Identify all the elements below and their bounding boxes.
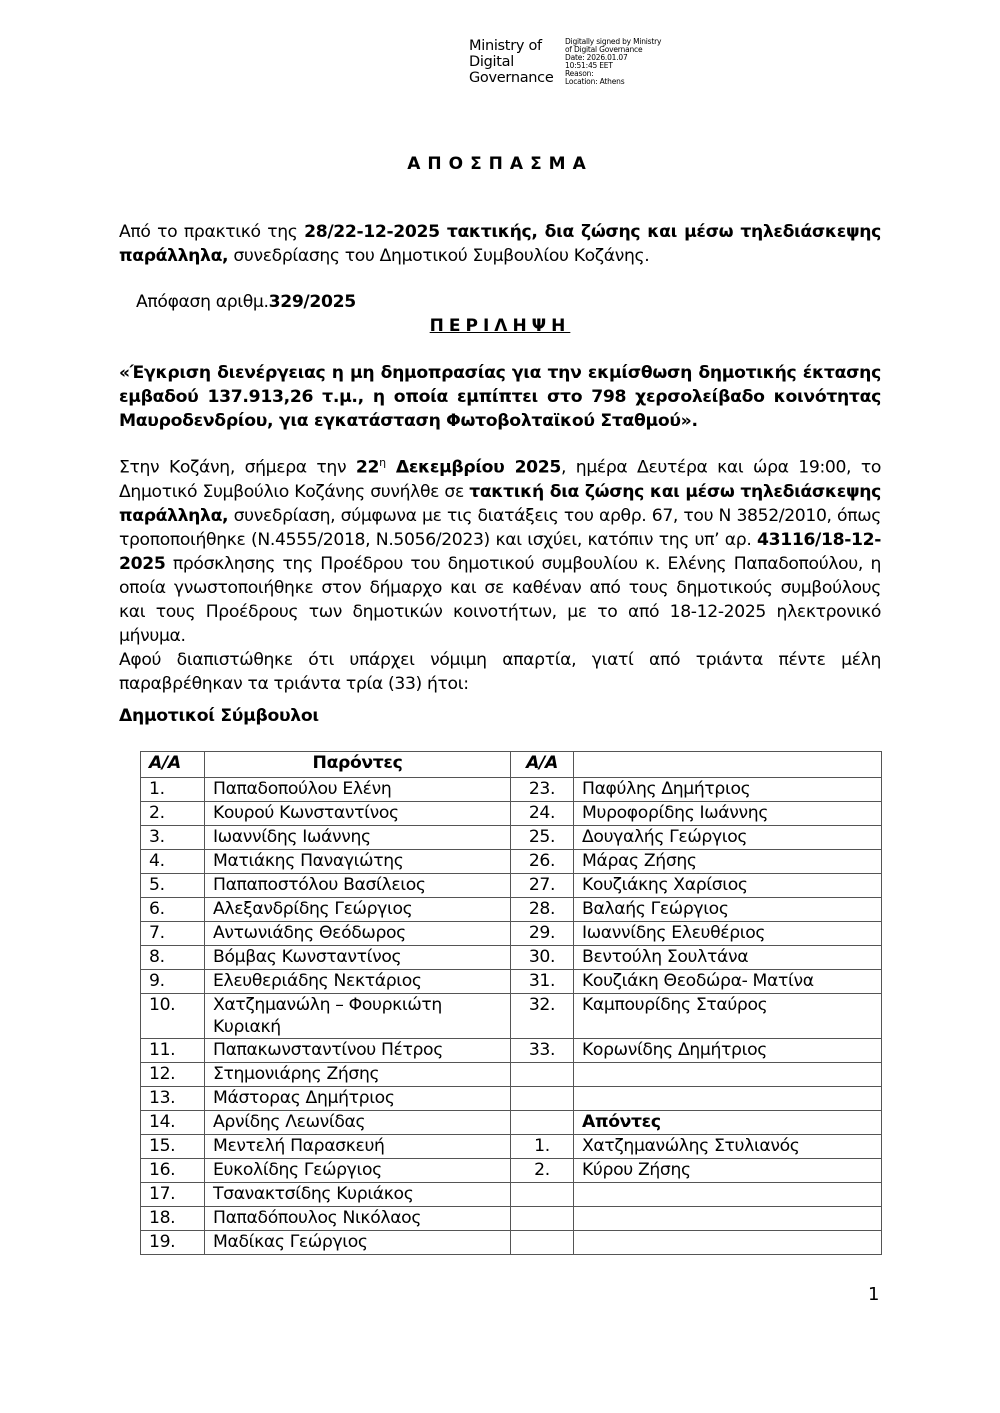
table-row [141,1135,882,1159]
table-row [141,1207,882,1231]
member-name: Παπακωνσταντίνου Πέτρος [205,1039,511,1063]
member-name: Αντωνιάδης Θεόδωρος [205,922,511,946]
row-number: 28. [511,898,574,922]
table-row [141,1183,882,1207]
row-number [511,1231,574,1255]
row-number: 12. [141,1063,205,1087]
digital-signature [469,38,661,86]
row-number: 18. [141,1207,205,1231]
member-name: Χατζημανώλη – Φουρκιώτη Κυριακή [205,994,511,1039]
member-name: Μάστορας Δημήτριος [205,1087,511,1111]
row-number: 19. [141,1231,205,1255]
signature-detail-line: Reason: [565,69,594,78]
row-number: 6. [141,898,205,922]
row-number [511,1207,574,1231]
member-name: Ματιάκης Παναγιώτης [205,850,511,874]
row-number: 30. [511,946,574,970]
header-present: Παρόντες [205,752,511,778]
meeting-day: 22 [355,457,380,478]
member-name: Μεντελή Παρασκευή [205,1135,511,1159]
row-number: 31. [511,970,574,994]
subject-text: τ.μ., η οποία εμπίπτει στο 798 χερσολείβαδο κοινότητας Μαυροδενδρίου, για εγκατάσταση Φωτοβολταϊκού Σταθμού». [119,387,881,431]
member-name [574,1087,882,1111]
table-row [141,1159,882,1183]
table-row [141,970,882,994]
member-name: Μυροφορίδης Ιωάννης [574,802,882,826]
summary-title: ΠΕΡΙΛΗΨΗ [429,316,571,336]
signature-details [565,38,661,86]
row-number: 10. [141,994,205,1039]
signature-detail-line: Digitally signed by Ministry [565,37,662,46]
signature-detail-line: Location: Athens [565,77,625,86]
table-row [141,802,882,826]
member-name: Παπαδοπούλου Ελένη [205,778,511,802]
row-number: 17. [141,1183,205,1207]
intro-paragraph [119,220,881,268]
body-paragraph [119,451,881,696]
document-title: ΑΠΟΣΠΑΣΜΑ [407,154,593,174]
intro-text: Από το πρακτικό της [119,222,305,242]
row-number: 1. [511,1135,574,1159]
row-number: 14. [141,1111,205,1135]
signature-detail-line: of Digital Governance [565,45,643,54]
table-row [141,826,882,850]
table-row [141,922,882,946]
row-number: 8. [141,946,205,970]
meeting-month: Δεκεμβρίου 2025 [385,457,562,478]
subject-area: 137.913,26 [207,387,314,407]
member-name: Βεντούλη Σουλτάνα [574,946,882,970]
row-number: 25. [511,826,574,850]
table-row [141,1111,882,1135]
row-number: 23. [511,778,574,802]
member-name: Κορωνίδης Δημήτριος [574,1039,882,1063]
row-number [511,1087,574,1111]
member-name: Κουρού Κωνσταντίνος [205,802,511,826]
row-number: 32. [511,994,574,1039]
table-row [141,898,882,922]
member-name: Κουζιάκη Θεοδώρα- Ματίνα [574,970,882,994]
member-name: Αρνίδης Λεωνίδας [205,1111,511,1135]
row-number [511,1183,574,1207]
member-name: Χατζημανώλης Στυλιανός [574,1135,882,1159]
meeting-mode: τακτική δια ζώσης και μέσω τηλεδιάσκεψης παράλληλα, [119,481,882,526]
member-name: Παφύλης Δημήτριος [574,778,882,802]
table-row [141,1039,882,1063]
body-text: , ημέρα Δευτέρα και ώρα 19:00, το Δημοτικό Συμβούλιο Κοζάνης συνήλθε σε [119,457,881,502]
member-name: Ελευθεριάδης Νεκτάριος [205,970,511,994]
header-aa: Α/Α [141,752,205,778]
member-name [574,1183,882,1207]
section-title: Δημοτικοί Σύμβουλοι [119,706,319,726]
header-empty [574,752,882,778]
row-number: 13. [141,1087,205,1111]
subject-paragraph [119,361,881,433]
member-name [574,1063,882,1087]
member-name: Στημονιάρης Ζήσης [205,1063,511,1087]
header-aa: Α/Α [511,752,574,778]
member-name: Μάρας Ζήσης [574,850,882,874]
table-row [141,1231,882,1255]
signature-org-line: Ministry of [469,38,542,54]
row-number: 5. [141,874,205,898]
row-number: 9. [141,970,205,994]
row-number [511,1111,574,1135]
member-name: Βόμβας Κωνσταντίνος [205,946,511,970]
decision-number [136,292,356,312]
member-name: Ιωαννίδης Ιωάννης [205,826,511,850]
row-number: 24. [511,802,574,826]
subject-text: «Έγκριση διενέργειας η μη δημοπρασίας για την εκμίσθωση δημοτικής έκτασης εμβαδού [119,363,881,407]
row-number: 26. [511,850,574,874]
row-number: 2. [511,1159,574,1183]
row-number: 7. [141,922,205,946]
row-number: 1. [141,778,205,802]
row-number: 3. [141,826,205,850]
member-name: Αλεξανδρίδης Γεώργιος [205,898,511,922]
page-number: 1 [868,1284,880,1305]
decision-label: Απόφαση αριθμ. [136,292,269,312]
invitation-number: 43116/18-12-2025 [119,529,881,574]
row-number: 2. [141,802,205,826]
signature-detail-line: Date: 2026.01.07 [565,53,628,62]
member-name: Ευκολίδης Γεώργιος [205,1159,511,1183]
intro-text: συνεδρίασης του Δημοτικού Συμβουλίου Κοζάνης. [228,246,650,266]
signature-detail-line: 10:51:45 EET [565,61,613,70]
quorum-text: Αφού διαπιστώθηκε ότι υπάρχει νόμιμη απαρτία, γιατί από τριάντα πέντε μέλη παραβρέθηκαν τα τριάντα τρία (33) ήτοι: [119,649,881,694]
row-number: 16. [141,1159,205,1183]
member-name: Ιωαννίδης Ελευθέριος [574,922,882,946]
member-name [574,1231,882,1255]
member-name: Τσανακτσίδης Κυριάκος [205,1183,511,1207]
member-name [574,1207,882,1231]
member-name: Δουγαλής Γεώργιος [574,826,882,850]
signature-org-line: Governance [469,70,554,86]
body-text: συνεδρίαση, σύμφωνα με τις διατάξεις του αρθρ. 67, του Ν 3852/2010, όπως τροποποιήθηκε (Ν.4555/2018, Ν.5056/2023) και ισχύει, κατόπιν της υπ’ αρ. [119,505,881,550]
table-row [141,946,882,970]
table-row [141,994,882,1039]
day-suffix: η [379,456,386,469]
member-name: Κουζιάκης Χαρίσιος [574,874,882,898]
body-text: Στην Κοζάνη, σήμερα την [119,457,356,478]
table-row [141,850,882,874]
row-number: 4. [141,850,205,874]
row-number: 33. [511,1039,574,1063]
table-row [141,1087,882,1111]
body-text: πρόσκλησης της Προέδρου του δημοτικού συμβουλίου κ. Ελένης Παπαδοπούλου, η οποία γνωστοποιήθηκε στον δήμαρχο και σε καθέναν από τους δημοτικούς συμβούλους και τους Προέδρους των δημοτικών κοινοτήτων, με το από 18-12-2025 ηλεκτρονικό μήνυμα. [119,553,881,646]
row-number: 29. [511,922,574,946]
table-row [141,874,882,898]
member-name: Καμπουρίδης Σταύρος [574,994,882,1039]
member-name: Παπαποστόλου Βασίλειος [205,874,511,898]
member-name: Παπαδόπουλος Νικόλαος [205,1207,511,1231]
meeting-reference: 28/22-12-2025 τακτικής, δια ζώσης και μέσω τηλεδιάσκεψης παράλληλα, [119,222,881,266]
table-header-row [141,752,882,778]
member-name: Βαλαής Γεώργιος [574,898,882,922]
signature-organization [469,38,561,86]
table-row [141,1063,882,1087]
row-number [511,1063,574,1087]
member-name: Κύρου Ζήσης [574,1159,882,1183]
row-number: 15. [141,1135,205,1159]
member-name: Μαδίκας Γεώργιος [205,1231,511,1255]
table-row [141,778,882,802]
decision-value: 329/2025 [268,292,356,312]
council-members-table [140,751,882,1255]
row-number: 11. [141,1039,205,1063]
row-number: 27. [511,874,574,898]
signature-org-line: Digital [469,54,514,70]
member-name: Απόντες [574,1111,882,1135]
